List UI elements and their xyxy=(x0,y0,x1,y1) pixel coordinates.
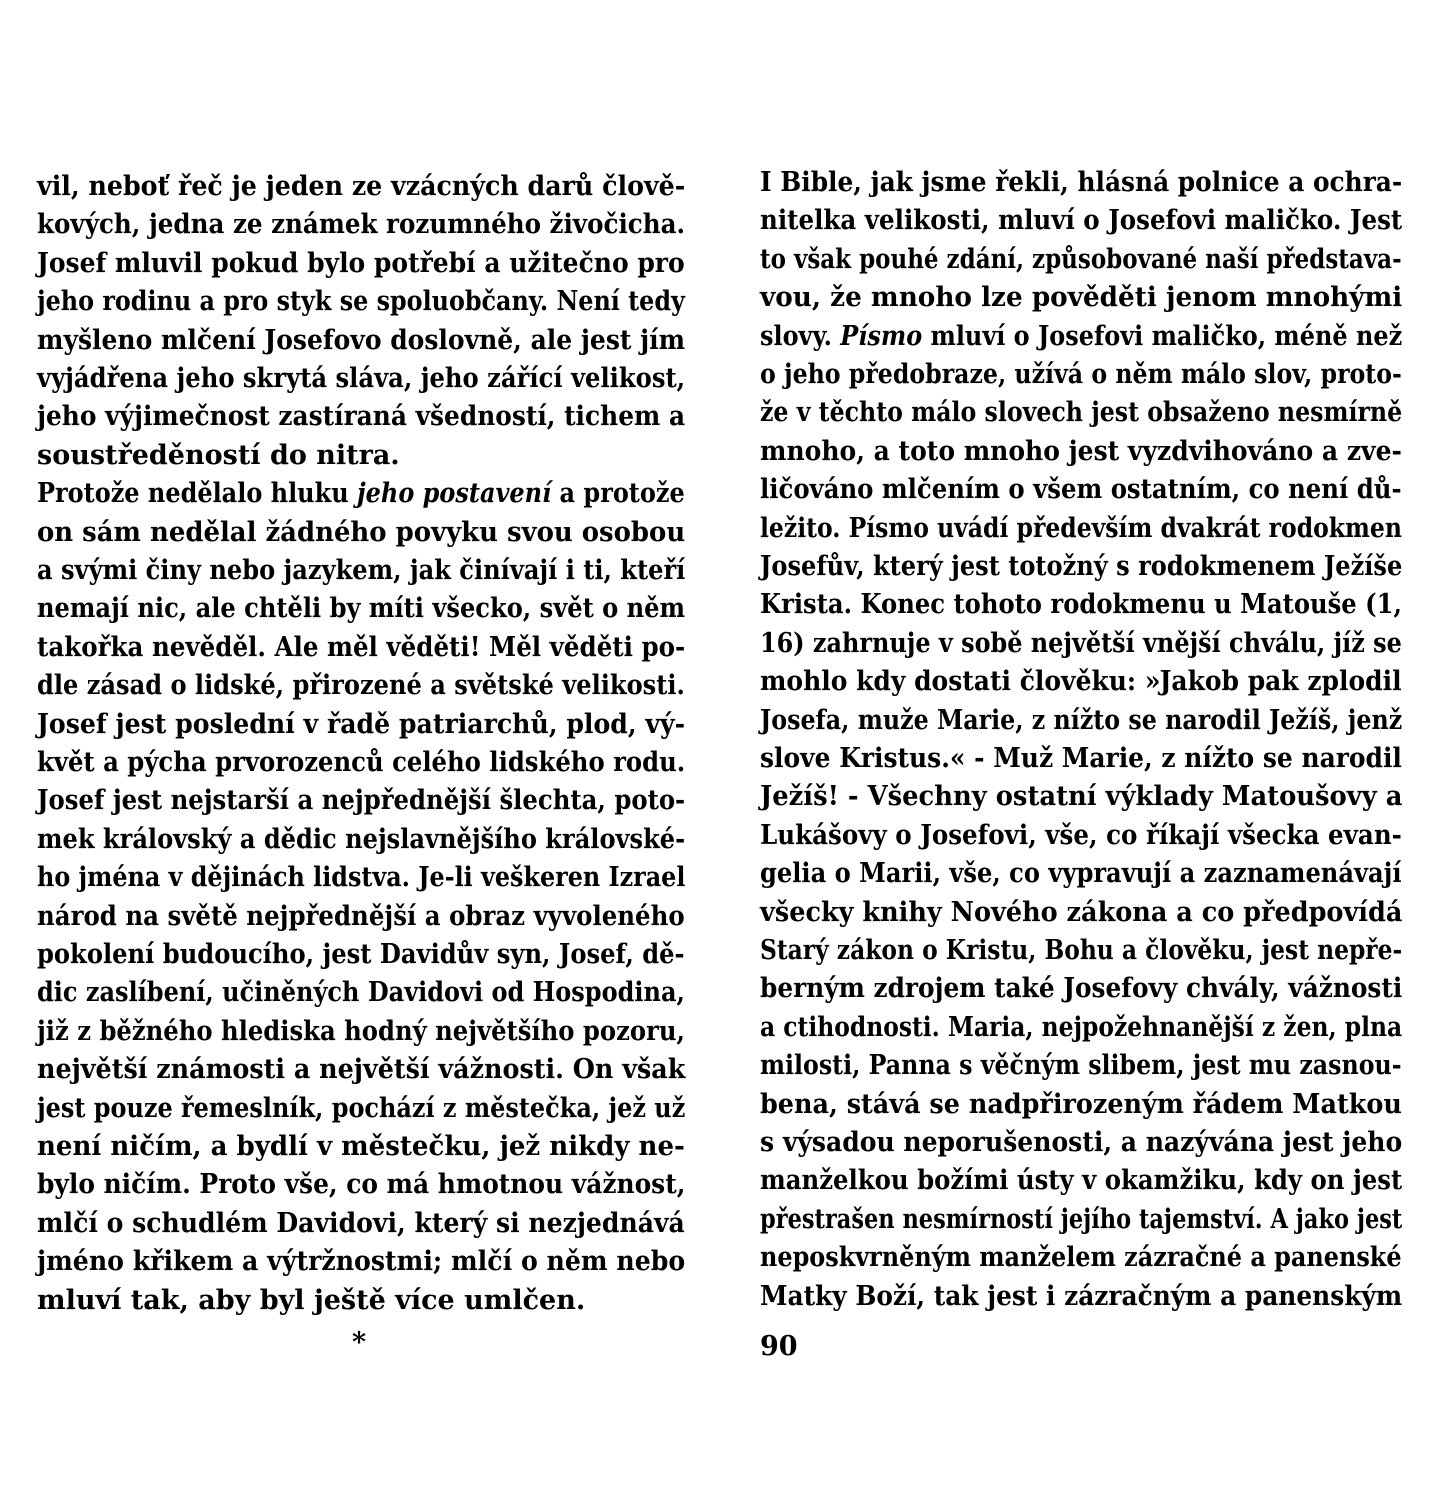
text-line: vil, neboť řeč je jeden ze vzácných darů člově- xyxy=(37,171,686,202)
text-line: soustředěností do nitra. xyxy=(37,439,400,471)
text-line: jest pouze řemeslník, pochází z městečka, jež už xyxy=(37,1092,686,1124)
text-line: a svými činy nebo jazykem, jak činívají i ti, kteří xyxy=(37,555,686,586)
text-line: ležito. Písmo uvádí především dvakrát rodokmen xyxy=(760,512,1402,544)
text-line: není ničím, a bydlí v městečku, jež nikdy ne- xyxy=(37,1131,685,1162)
text-line: již z běžného hlediska hodný největšího pozoru, xyxy=(37,1015,685,1047)
text-line: největší známosti a největší vážnosti. On však xyxy=(37,1054,686,1086)
text-line: mnoho, a toto mnoho jest vyzdvihováno a zve- xyxy=(760,435,1402,467)
text-line: Ježíš! - Všechny ostatní výklady Matoušovy a xyxy=(760,781,1403,813)
text-line: a ctihodnosti. Maria, nejpožehnanější z žen, plna xyxy=(760,1011,1403,1043)
section-asterisk: * xyxy=(352,1327,367,1358)
page-number: 90 xyxy=(760,1331,798,1362)
text-line: vyjádřena jeho skrytá sláva, jeho zářící velikost, xyxy=(37,363,686,394)
text-line: Lukášovy o Josefovi, vše, co říkají všecka evan- xyxy=(760,819,1402,851)
text-line: Josefův, který jest totožný s rodokmenem Ježíše xyxy=(760,551,1403,582)
text-line: dle zásad o lidské, přirozené a světské velikosti. xyxy=(37,670,685,702)
text-line: Josef jest nejstarší a nejpřednější šlechta, poto- xyxy=(37,785,686,817)
text-line: kových, jedna ze známek rozumného živočicha. xyxy=(37,209,686,241)
text-line: mlčí o schudlém Davidovi, který si nezjednává xyxy=(37,1207,685,1239)
text-line: nitelka velikosti, mluví o Josefovi maličko. Jest xyxy=(760,205,1403,237)
text-line: že v těchto málo slovech jest obsaženo nesmírně xyxy=(760,397,1403,429)
text-line: slovy. Písmo mluví o Josefovi maličko, méně než xyxy=(760,320,1403,352)
text-line: takořka nevěděl. Ale měl věděti! Měl věděti po- xyxy=(37,631,686,663)
text-line: pokolení budoucího, jest Davidův syn, Josef, dě- xyxy=(37,939,685,970)
text-line: milosti, Panna s věčným slibem, jest mu zasnou- xyxy=(760,1050,1402,1082)
text-line: o jeho předobraze, užívá o něm málo slov, proto- xyxy=(760,359,1402,390)
text-line: dic zaslíbení, učiněných Davidovi od Hospodina, xyxy=(37,977,685,1009)
text-line: vou, že mnoho lze pověděti jenom mnohými xyxy=(760,282,1403,314)
text-line: Josefa, muže Marie, z nížto se narodil Ježíš, jenž xyxy=(760,704,1403,736)
text-line: národ na světě nejpřednější a obraz vyvoleného xyxy=(37,900,685,932)
text-line: květ a pýcha prvorozenců celého lidského rodu. xyxy=(37,747,686,778)
text-line: Matky Boží, tak jest i zázračným a panenským xyxy=(760,1280,1403,1312)
text-line: Krista. Konec tohoto rodokmenu u Matouše (1, xyxy=(760,589,1402,621)
text-line: Protože nedělalo hluku jeho postavení a protože xyxy=(37,478,685,510)
text-line: Josef mluvil pokud bylo potřebí a užitečno pro xyxy=(37,247,685,279)
text-line: slove Kristus.« - Muž Marie, z nížto se narodil xyxy=(760,743,1402,774)
text-line: on sám nedělal žádného povyku svou osobou xyxy=(37,516,686,548)
text-line: přestrašen nesmírností jejího tajemství. A jako jest xyxy=(760,1203,1403,1235)
text-line: jeho rodinu a pro styk se spoluobčany. Není tedy xyxy=(37,286,685,318)
text-line: bylo ničím. Proto vše, co má hmotnou vážnost, xyxy=(37,1169,686,1201)
text-line: to však pouhé zdání, způsobované naší představa- xyxy=(760,243,1402,275)
text-line: všecky knihy Nového zákona a co předpovídá xyxy=(760,896,1403,928)
text-line: neposkvrněným manželem zázračné a panenské xyxy=(760,1242,1402,1274)
text-line: ho jména v dějinách lidstva. Je-li veškeren Izrael xyxy=(37,862,686,894)
text-line: I Bible, jak jsme řekli, hlásná polnice a ochra- xyxy=(760,167,1403,198)
text-line: mohlo kdy dostati člověku: »Jakob pak zplodil xyxy=(760,666,1402,698)
text-line: ličováno mlčením o všem ostatním, co není dů- xyxy=(760,474,1402,506)
text-line: bena, stává se nadpřirozeným řádem Matkou xyxy=(760,1088,1402,1120)
text-line: mek královský a dědic nejslavnějšího královské- xyxy=(37,823,686,855)
text-line: Josef jest poslední v řadě patriarchů, plod, vý- xyxy=(37,708,686,740)
text-line: manželkou božími ústy v okamžiku, kdy on jest xyxy=(760,1165,1403,1197)
text-line: berným zdrojem také Josefovy chvály, vážnosti xyxy=(760,973,1403,1005)
text-line: gelia o Marii, vše, co vypravují a zaznamenávají xyxy=(760,858,1402,890)
text-line: mluví tak, aby byl ještě více umlčen. xyxy=(37,1284,586,1316)
text-line: nemají nic, ale chtěli by míti všecko, svět o něm xyxy=(37,593,686,625)
text-line: Starý zákon o Kristu, Bohu a člověku, jest nepře- xyxy=(760,935,1403,966)
text-line: jméno křikem a výtržnostmi; mlčí o něm nebo xyxy=(37,1246,686,1278)
text-line: jeho výjimečnost zastíraná všedností, tichem a xyxy=(37,401,686,433)
text-line: myšleno mlčení Josefovo doslovně, ale jest jím xyxy=(37,324,686,356)
text-line: s výsadou neporušenosti, a nazývána jest jeho xyxy=(760,1127,1403,1158)
text-line: 16) zahrnuje v sobě největší vnější chválu, jíž se xyxy=(760,627,1402,659)
